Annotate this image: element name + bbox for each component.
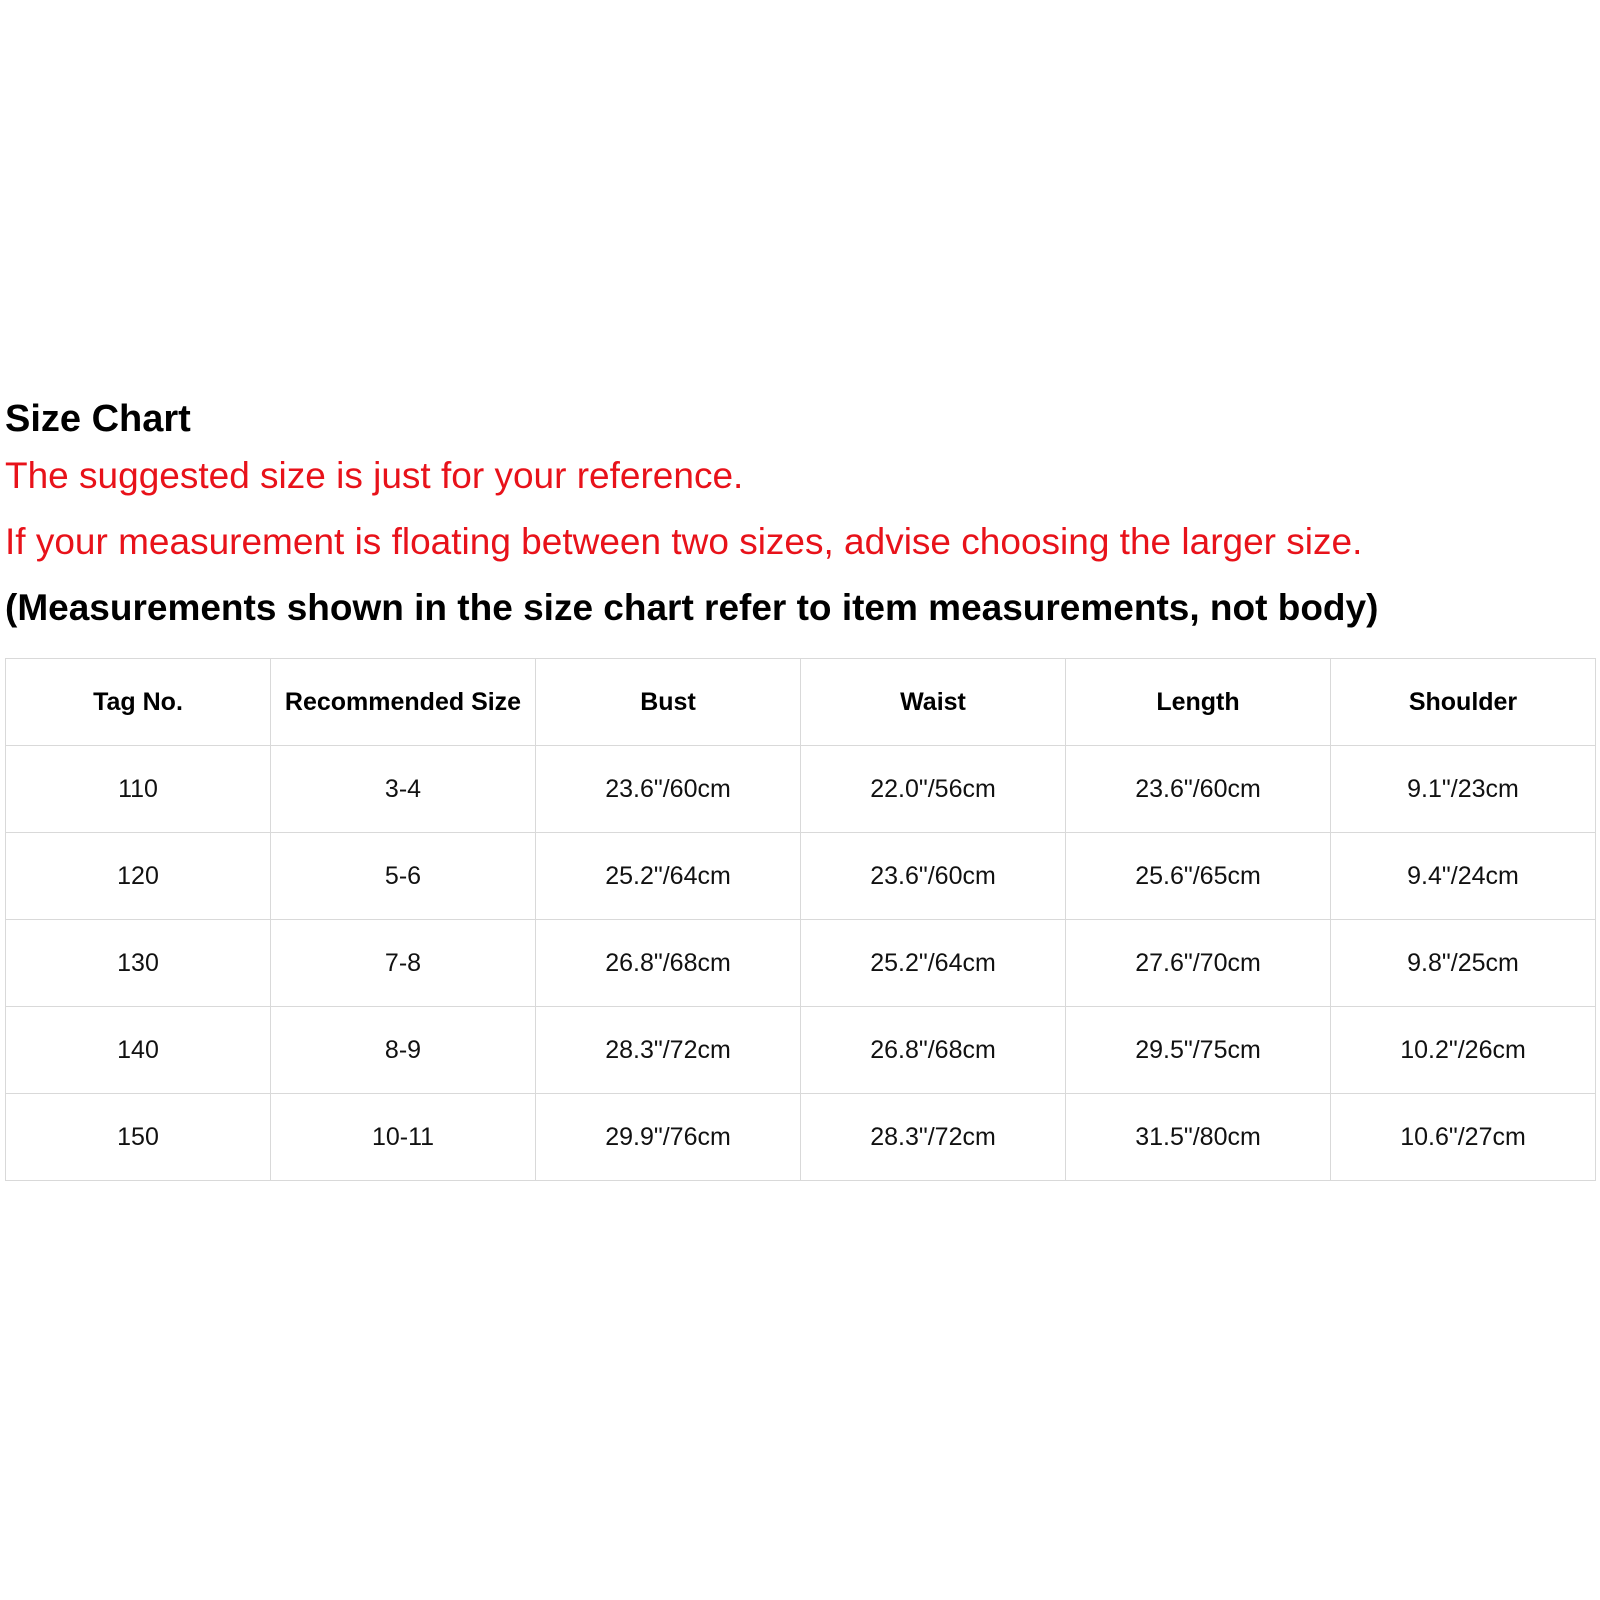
cell-tag-no: 130 — [6, 920, 271, 1007]
cell-tag-no: 140 — [6, 1007, 271, 1094]
cell-tag-no: 150 — [6, 1094, 271, 1181]
cell-recommended-size: 3-4 — [271, 746, 536, 833]
size-table — [5, 658, 1596, 1181]
size-table-body — [6, 746, 1596, 1181]
header-row — [6, 659, 1596, 746]
table-row — [6, 920, 1596, 1007]
cell-waist: 25.2"/64cm — [801, 920, 1066, 1007]
cell-length: 31.5"/80cm — [1066, 1094, 1331, 1181]
cell-shoulder: 9.8"/25cm — [1331, 920, 1596, 1007]
cell-recommended-size: 7-8 — [271, 920, 536, 1007]
table-row — [6, 746, 1596, 833]
table-row — [6, 1007, 1596, 1094]
measurement-disclaimer: (Measurements shown in the size chart refer to item measurements, not body) — [5, 587, 1379, 628]
cell-waist: 26.8"/68cm — [801, 1007, 1066, 1094]
page-title: Size Chart — [5, 398, 191, 440]
cell-recommended-size: 5-6 — [271, 833, 536, 920]
cell-shoulder: 9.4"/24cm — [1331, 833, 1596, 920]
size-table-header — [6, 659, 1596, 746]
table-row — [6, 833, 1596, 920]
cell-waist: 23.6"/60cm — [801, 833, 1066, 920]
cell-waist: 28.3"/72cm — [801, 1094, 1066, 1181]
cell-bust: 26.8"/68cm — [536, 920, 801, 1007]
header-waist: Waist — [801, 659, 1066, 746]
cell-bust: 28.3"/72cm — [536, 1007, 801, 1094]
cell-bust: 25.2"/64cm — [536, 833, 801, 920]
header-tag-no: Tag No. — [6, 659, 271, 746]
cell-bust: 23.6"/60cm — [536, 746, 801, 833]
size-advice-note: If your measurement is floating between two sizes, advise choosing the larger size. — [5, 521, 1363, 562]
cell-recommended-size: 8-9 — [271, 1007, 536, 1094]
cell-recommended-size: 10-11 — [271, 1094, 536, 1181]
cell-length: 23.6"/60cm — [1066, 746, 1331, 833]
header-recommended-size: Recommended Size — [271, 659, 536, 746]
cell-tag-no: 110 — [6, 746, 271, 833]
table-row — [6, 1094, 1596, 1181]
header-bust: Bust — [536, 659, 801, 746]
cell-length: 25.6"/65cm — [1066, 833, 1331, 920]
cell-shoulder: 9.1"/23cm — [1331, 746, 1596, 833]
cell-length: 29.5"/75cm — [1066, 1007, 1331, 1094]
cell-waist: 22.0"/56cm — [801, 746, 1066, 833]
cell-shoulder: 10.2"/26cm — [1331, 1007, 1596, 1094]
header-length: Length — [1066, 659, 1331, 746]
size-chart-heading — [5, 395, 1585, 641]
cell-shoulder: 10.6"/27cm — [1331, 1094, 1596, 1181]
header-shoulder: Shoulder — [1331, 659, 1596, 746]
reference-note: The suggested size is just for your reference. — [5, 455, 744, 496]
cell-length: 27.6"/70cm — [1066, 920, 1331, 1007]
cell-bust: 29.9"/76cm — [536, 1094, 801, 1181]
cell-tag-no: 120 — [6, 833, 271, 920]
